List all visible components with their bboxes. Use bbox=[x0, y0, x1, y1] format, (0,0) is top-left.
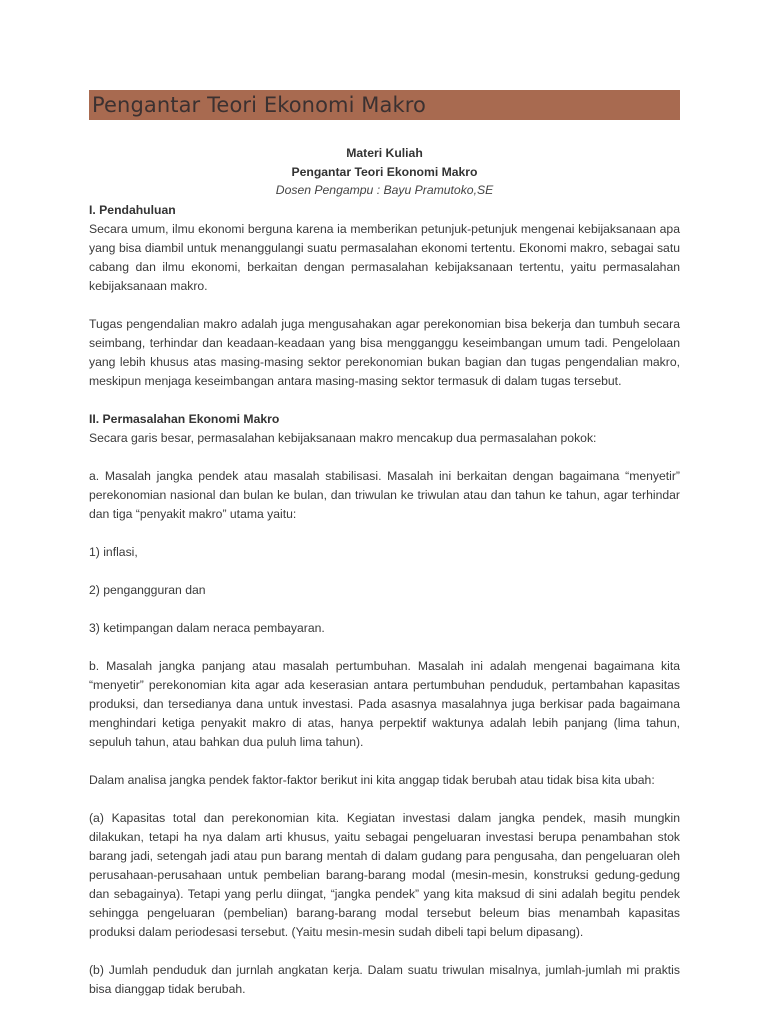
paragraph: (b) Jumlah penduduk dan jurnlah angkatan kerja. Dalam suatu triwulan misalnya, jumlah-jumlah mi praktis bisa dianggap tidak berubah. bbox=[89, 962, 680, 996]
paragraph: b. Masalah jangka panjang atau masalah pertumbuhan. Masalah ini adalah mengenai bagaimana kita “menyetir” perekonomian kita agar ada keserasian antara pertumbuhan penduduk, pertambahan kapasitas produksi, dan tersedianya dana untuk investasi. Pada asasnya masalahnya juga berkisar pada bagaimana menghindari ketiga penyakit makro di atas, hanya perpektif waktunya adalah lebih panjang (lima tahun, sepuluh tahun, atau bahkan dua puluh lima tahun). bbox=[89, 658, 680, 749]
section-heading-introduction: I. Pendahuluan bbox=[89, 202, 176, 217]
header-course-label: Materi Kuliah bbox=[346, 146, 423, 160]
page-title: Pengantar Teori Ekonomi Makro bbox=[92, 93, 426, 117]
paragraph: (a) Kapasitas total dan perekonomian kita. Kegiatan investasi dalam jangka pendek, masih mungkin dilakukan, tetapi ha nya dalam arti khusus, yaitu sebagai pengeluaran investasi berupa penambahan stok barang jadi, setengah jadi atau pun barang mentah di dalam gudang para pengusaha, dan pengeluaran oleh perusahaan-perusahaan untuk pembelian barang-barang modal (mesin-mesin, konstruksi gedung-gedung dan sebagainya). Tetapi yang perlu diingat, “jangka pendek” yang kita maksud di sini adalah begitu pendek sehingga pengeluaran (pembelian) barang-barang modal tersebut beleum bias menambah kapasitas produksi dalam periodesasi tersebut. (Yaitu mesin-mesin sudah dibeli tapi belum dipasang). bbox=[89, 810, 680, 939]
document-body bbox=[89, 201, 680, 999]
header-course-title: Pengantar Teori Ekonomi Makro bbox=[291, 164, 478, 179]
list-item: 1) inflasi, bbox=[89, 544, 138, 559]
document-page bbox=[89, 90, 680, 999]
header-lecturer: Dosen Pengampu : Bayu Pramutoko,SE bbox=[275, 183, 494, 197]
paragraph: Secara umum, ilmu ekonomi berguna karena ia memberikan petunjuk-petunjuk mengenai kebijaksanaan apa yang bisa diambil untuk menanggulangi suatu permasalahan ekonomi tertentu. Ekonomi makro, sebagai satu cabang dan ilmu ekonomi, berkaitan dengan permasalahan kebijaksanaan tertentu, yaitu permasalahan kebijaksanaan makro. bbox=[89, 221, 680, 293]
section-heading-problems: II. Permasalahan Ekonomi Makro bbox=[89, 411, 280, 426]
header-block bbox=[89, 144, 680, 200]
paragraph: Tugas pengendalian makro adalah juga mengusahakan agar perekonomian bisa bekerja dan tumbuh secara seimbang, terhindar dan keadaan-keadaan yang bisa mengganggu keseimbangan umum tadi. Pengelolaan yang lebih khusus atas masing-masing sektor perekonomian bukan bagian dan tugas pengendalian makro, meskipun menjaga keseimbangan antara masing-masing sektor termasuk di dalam tugas tersebut. bbox=[89, 316, 680, 388]
paragraph: Secara garis besar, permasalahan kebijaksanaan makro mencakup dua permasalahan pokok: bbox=[89, 430, 597, 445]
paragraph: Dalam analisa jangka pendek faktor-faktor berikut ini kita anggap tidak berubah atau tidak bisa kita ubah: bbox=[89, 772, 655, 787]
list-item: 2) pengangguran dan bbox=[89, 582, 206, 597]
list-item: 3) ketimpangan dalam neraca pembayaran. bbox=[89, 620, 325, 635]
paragraph: a. Masalah jangka pendek atau masalah stabilisasi. Masalah ini berkaitan dengan bagaimana “menyetir” perekonomian nasional dan bulan ke bulan, dan triwulan ke triwulan atau dan tahun ke tahun, agar terhindar dan tiga “penyakit makro” utama yaitu: bbox=[89, 468, 680, 521]
title-banner bbox=[89, 90, 680, 120]
